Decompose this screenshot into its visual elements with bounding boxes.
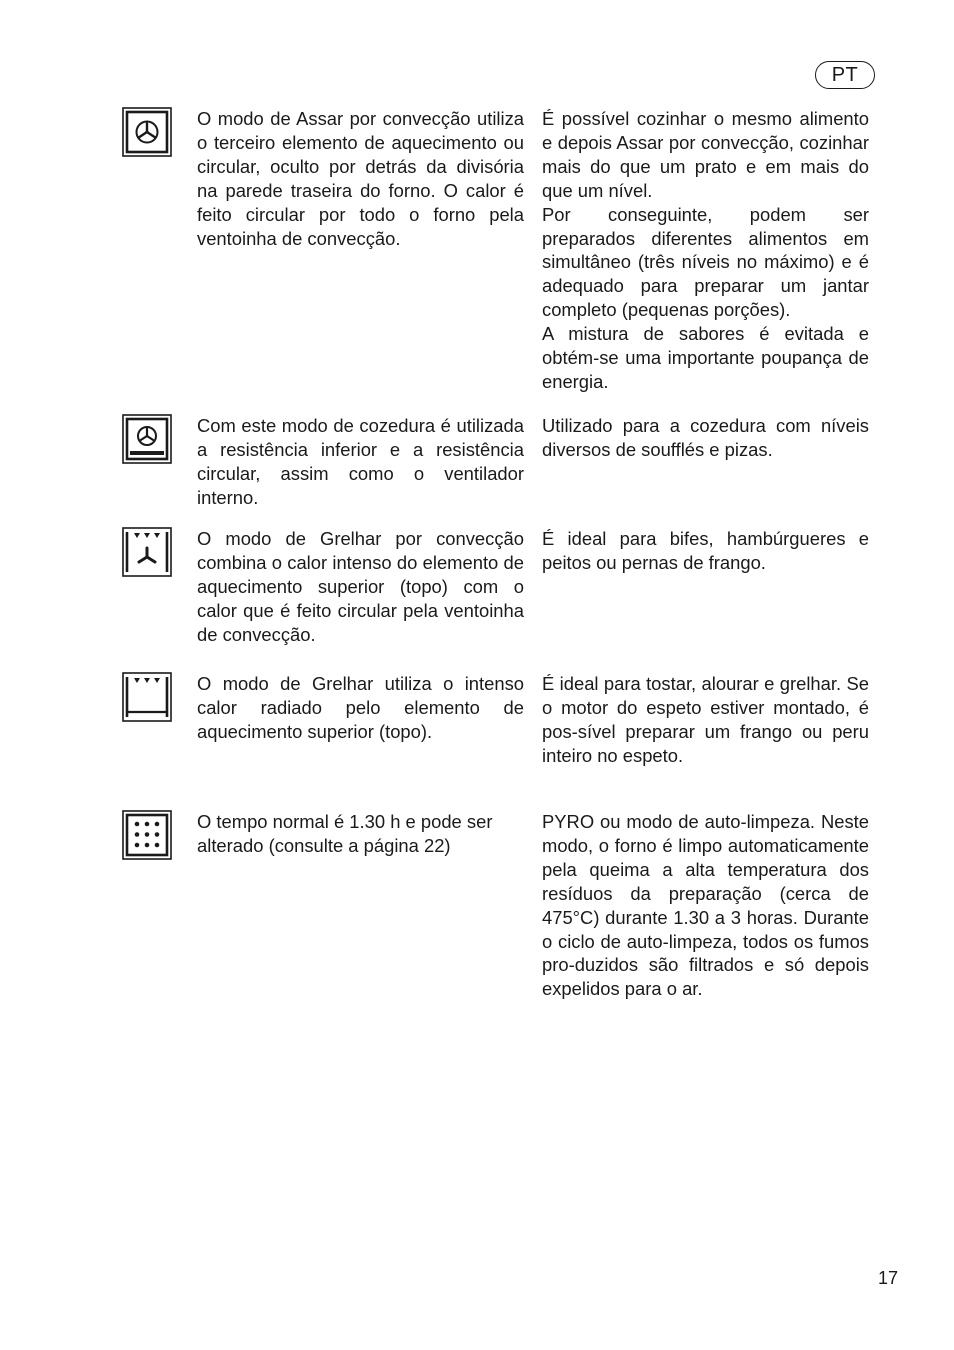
mode-description xyxy=(197,107,524,250)
paragraph: O modo de Grelhar utiliza o intenso calor radiado pelo elemento de aquecimento superior (topo). xyxy=(197,673,524,742)
paragraph: O modo de Grelhar por convecção combina o calor intenso do elemento de aquecimento superior (topo) com o calor que é feito circular pela ventoinha de convecção. xyxy=(197,528,524,645)
mode-usage xyxy=(542,414,869,462)
mode-description xyxy=(197,810,524,858)
paragraph: É ideal para tostar, alourar e grelhar. Se o motor do espeto estiver montado, é pos-sível preparar um frango ou peru inteiro no espeto. xyxy=(542,673,869,766)
mode-usage xyxy=(542,810,869,1001)
fan-convection-icon xyxy=(122,107,172,157)
fan-bottom-heat-icon xyxy=(122,414,172,464)
mode-description xyxy=(197,527,524,647)
paragraph: É ideal para bifes, hambúrgueres e peitos ou pernas de frango. xyxy=(542,528,869,573)
language-badge xyxy=(815,61,875,89)
mode-usage xyxy=(542,672,869,768)
paragraph: Com este modo de cozedura é utilizada a resistência inferior e a resistência circular, assim como o ventilador interno. xyxy=(197,415,524,508)
language-label: PT xyxy=(831,63,859,86)
paragraph: Por conseguinte, podem ser preparados diferentes alimentos em simultâneo (três níveis no máximo) e é adequado para preparar um jantar completo (pequenas porções). xyxy=(542,203,869,321)
fan-grill-icon xyxy=(122,527,172,577)
paragraph: A mistura de sabores é evitada e obtém-se uma importante poupança de energia. xyxy=(542,323,869,392)
paragraph: É possível cozinhar o mesmo alimento e depois Assar por convecção, cozinhar mais do que um prato e em mais do que um nível. xyxy=(542,108,869,201)
pyrolytic-cleaning-icon xyxy=(122,810,172,860)
mode-usage xyxy=(542,107,869,394)
paragraph: O modo de Assar por convecção utiliza o terceiro elemento de aquecimento ou circular, oculto por detrás da divisória na parede traseira do forno. O calor é feito circular por todo o forno pela ventoinha de convecção. xyxy=(197,108,524,249)
paragraph: Utilizado para a cozedura com níveis diversos de soufflés e pizas. xyxy=(542,415,869,460)
mode-description xyxy=(197,414,524,510)
paragraph: PYRO ou modo de auto-limpeza. Neste modo, o forno é limpo automaticamente pela queima a alta temperatura dos resíduos da preparação (cerca de 475°C) durante 1.30 a 3 horas. Durante o ciclo de auto-limpeza, todos os fumos pro-duzidos são filtrados e só depois expelidos para o ar. xyxy=(542,811,869,1000)
page-number: 17 xyxy=(878,1268,899,1288)
grill-icon xyxy=(122,672,172,722)
paragraph: O tempo normal é 1.30 h e pode ser alterado (consulte a página 22) xyxy=(197,811,493,856)
mode-description xyxy=(197,672,524,744)
mode-usage xyxy=(542,527,869,575)
